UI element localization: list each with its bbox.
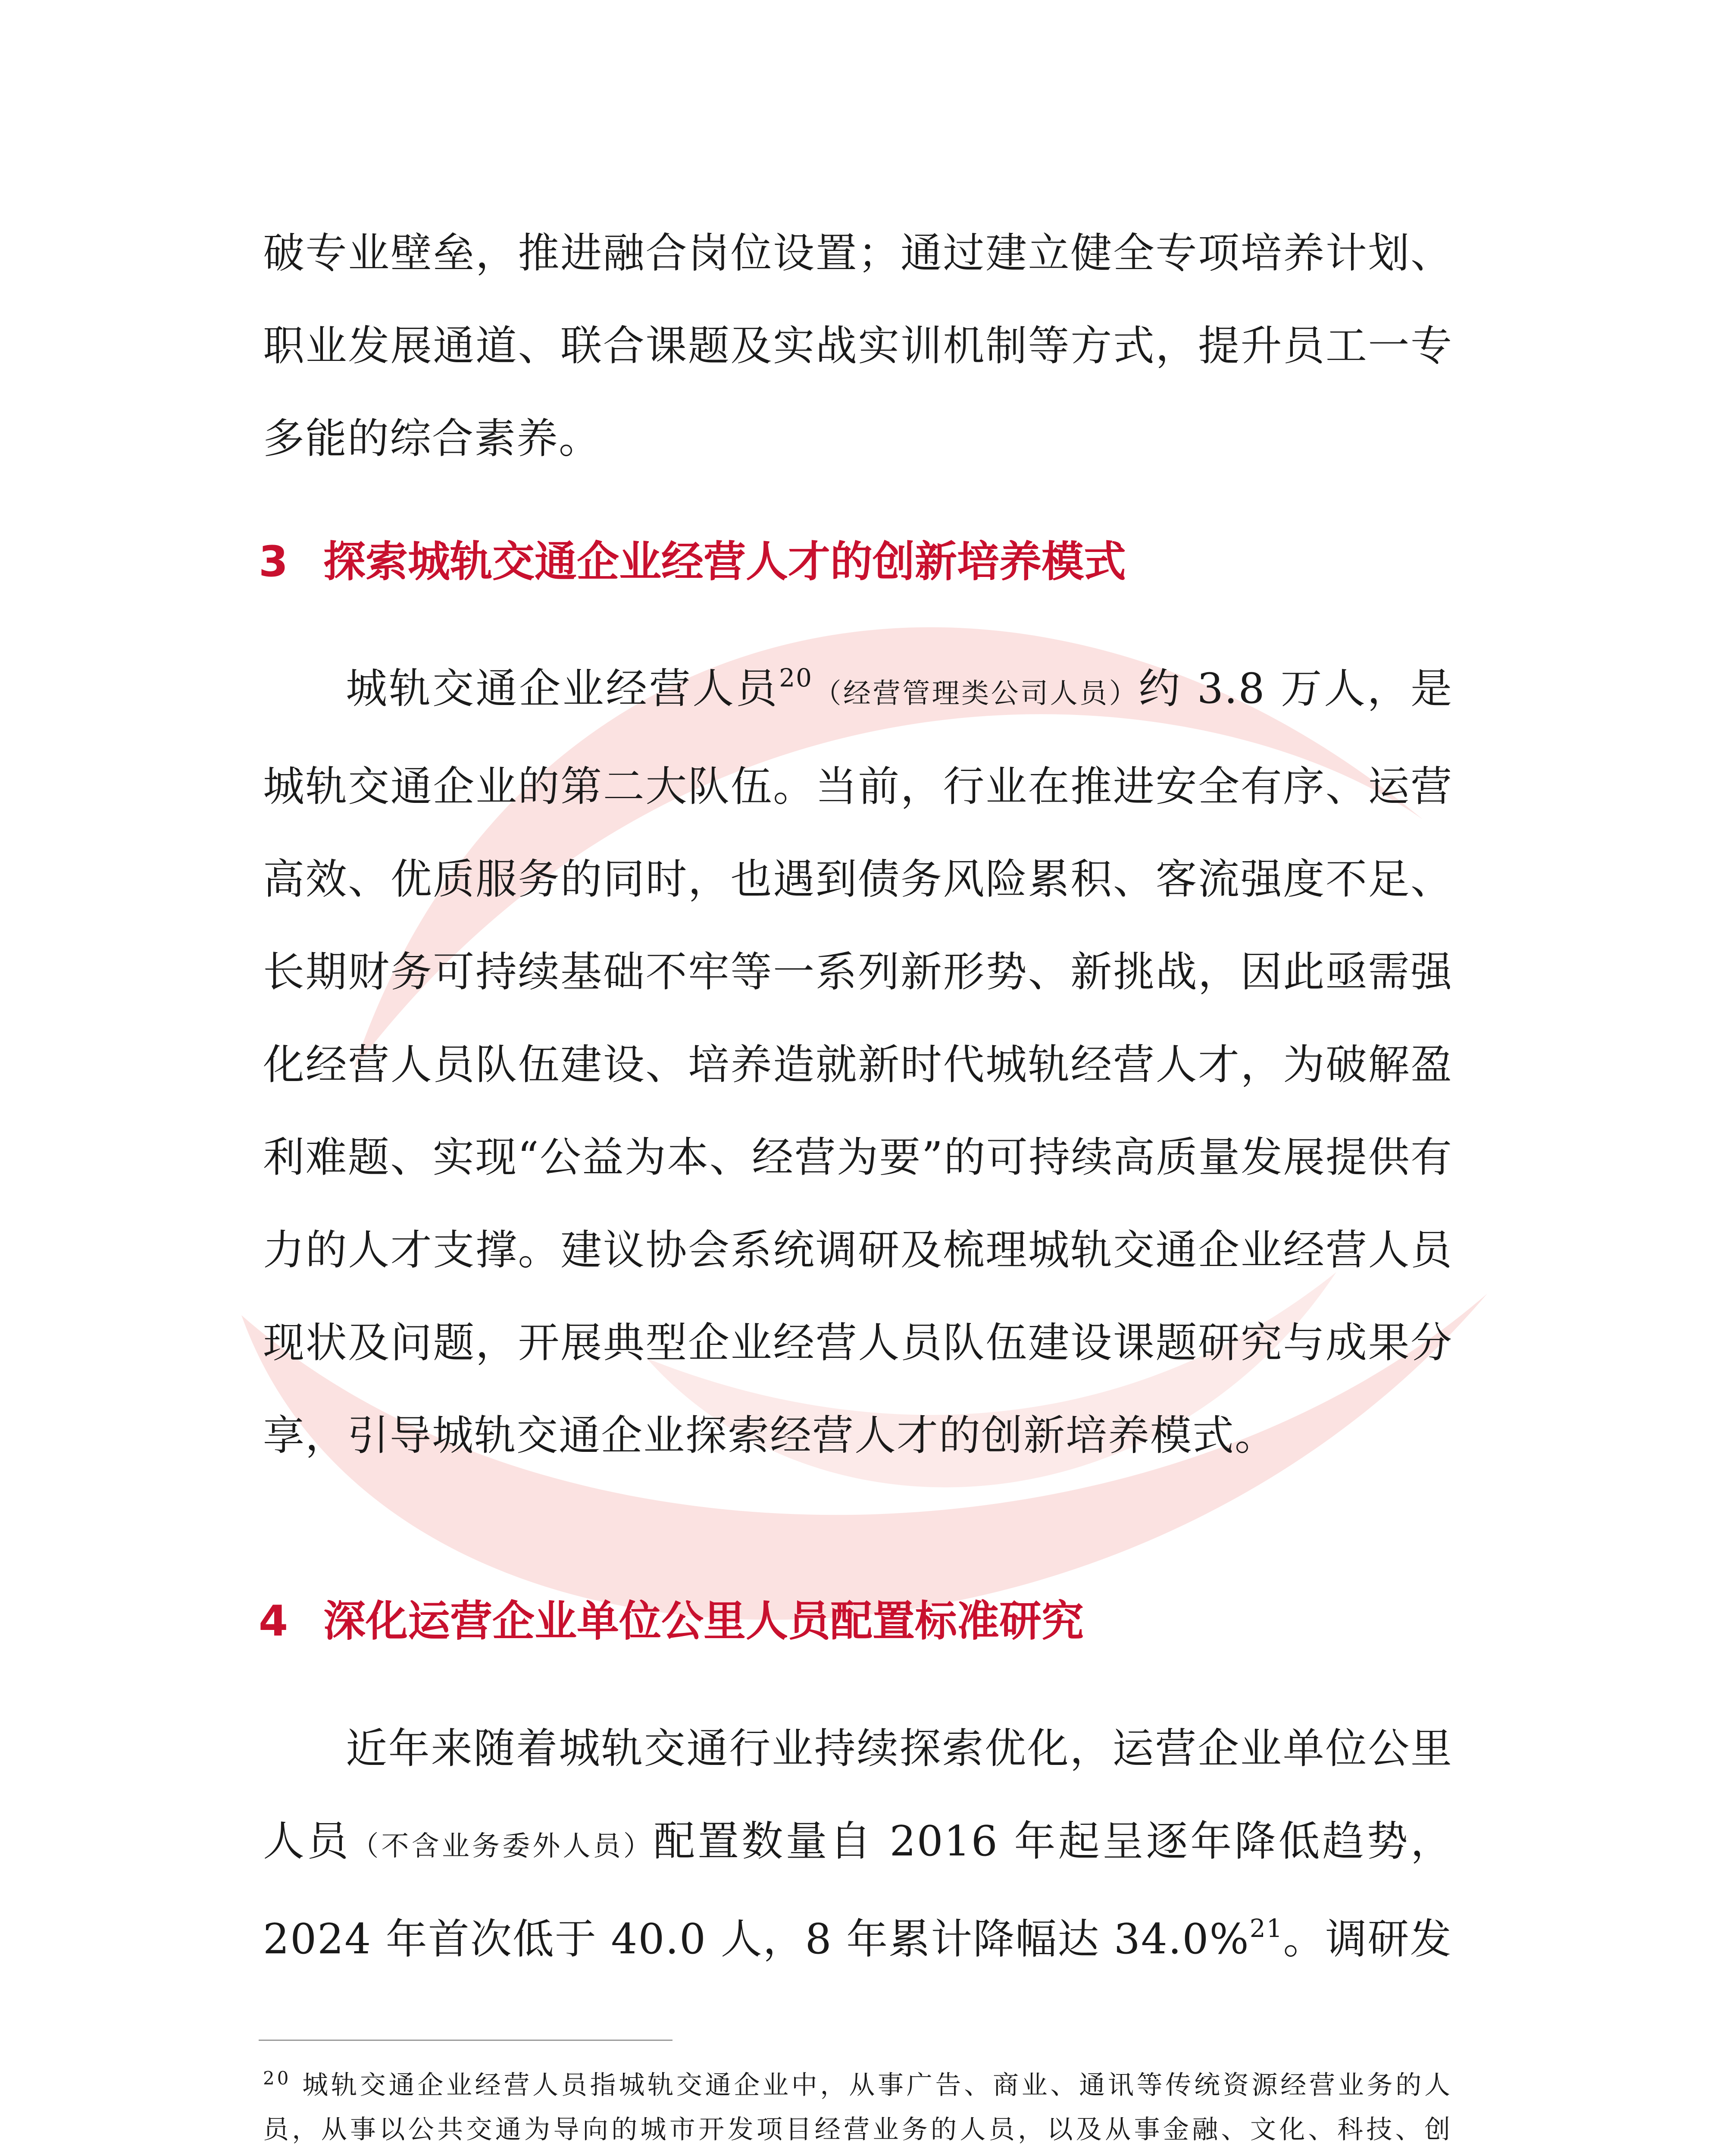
section-3-paragraph	[263, 642, 1453, 1482]
top-paragraph: 破专业壁垒，推进融合岗位设置；通过建立健全专项培养计划、职业发展通道、联合课题及实战实训机制等方式，提升员工一专多能的综合素养。	[263, 229, 1453, 463]
section-4-intro: 近年来随着城轨交通行业持续探索优化，运营企业单位公里人员	[263, 1724, 1453, 1865]
section-4-note: （不含业务委外人员）	[351, 1830, 654, 1862]
footnote-20-number: 20	[263, 2068, 291, 2089]
section-3-title: 探索城轨交通企业经营人才的创新培养模式	[323, 537, 1126, 586]
footnote-20-text: 城轨交通企业经营人员指城轨交通企业中，从事广告、商业、通讯等传统资源经营业务的人员，从事以公共交通为导向的城市开发项目经营业务的人员，以及从事金融、文化、科技、创	[263, 2070, 1453, 2145]
section-3-intro: 城轨交通企业经营人员	[346, 664, 779, 713]
section-4-heading	[259, 1593, 1509, 1649]
section-3-note: （经营管理类公司人员）	[813, 678, 1139, 710]
section-4-title: 深化运营企业单位公里人员配置标准研究	[323, 1597, 1084, 1646]
footnote-20	[263, 2063, 1453, 2156]
section-3-number: 3	[259, 537, 288, 586]
footnote-ref-21: 21	[1249, 1914, 1283, 1943]
section-4-end: 。调研发	[1283, 1915, 1452, 1963]
section-4-paragraph	[263, 1702, 1453, 1986]
section-4-body: 配置数量自 2016 年起呈逐年降低趋势，2024 年首次低于 40.0 人，8 年累计降幅达 34.0%	[263, 1817, 1453, 1963]
section-4-number: 4	[259, 1597, 288, 1646]
footnote-divider	[259, 2040, 673, 2041]
footnote-ref-20: 20	[779, 663, 813, 693]
section-3-heading	[259, 534, 1509, 590]
section-3-body: 约 3.8 万人，是城轨交通企业的第二大队伍。当前，行业在推进安全有序、运营高效、优质服务的同时，也遇到债务风险累积、客流强度不足、长期财务可持续基础不牢等一系列新形势、新挑战，因此亟需强化经营人员队伍建设、培养造就新时代城轨经营人才，为破解盈利难题、实现“公益为本、经营为要”的可持续高质量发展提供有力的人才支撑。建议协会系统调研及梳理城轨交通企业经营人员现状及问题，开展典型企业经营人员队伍建设课题研究与成果分享，引导城轨交通企业探索经营人才的创新培养模式。	[263, 664, 1453, 1460]
